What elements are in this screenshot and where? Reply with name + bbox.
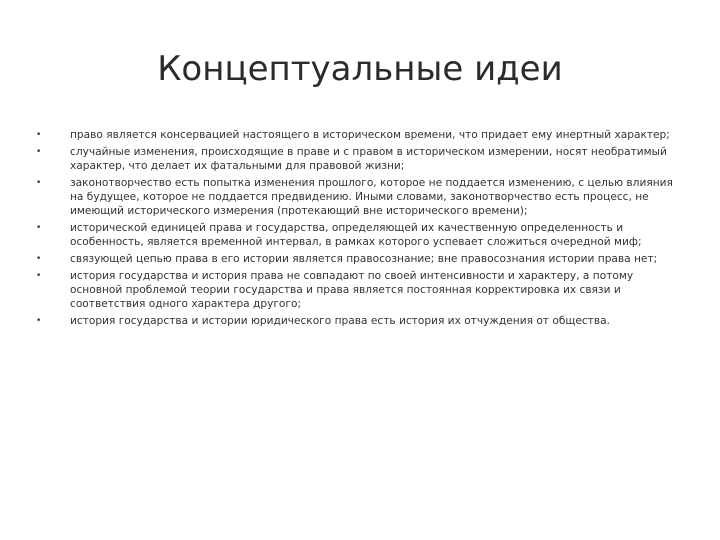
list-item bbox=[36, 252, 686, 266]
bullet-text: законотворчество есть попытка изменения прошлого, которое не поддается изменению, с целью влияния на будущее, которое не поддается предвидению. Иными словами, законотворчество есть процесс, не имеющий исторического измерения (протекающий вне исторического времени); bbox=[70, 177, 673, 217]
bullet-text: право является консервацией настоящего в историческом времени, что придает ему инертный характер; bbox=[70, 129, 670, 141]
list-item bbox=[36, 176, 686, 218]
slide-title: Концептуальные идеи bbox=[157, 49, 563, 89]
bullet-text: история государства и история права не совпадают по своей интенсивности и характеру, а потому основной проблемой теории государства и права является постоянная корректировка их связи и соответствия одного характера другого; bbox=[70, 270, 634, 310]
list-item bbox=[36, 221, 686, 249]
bullet-icon: • bbox=[36, 271, 42, 281]
bullet-icon: • bbox=[36, 178, 42, 188]
bullet-text: связующей цепью права в его истории является правосознание; вне правосознания истории права нет; bbox=[70, 253, 658, 265]
bullet-text: случайные изменения, происходящие в праве и с правом в историческом измерении, носят необратимый характер, что делает их фатальными для правовой жизни; bbox=[70, 146, 667, 172]
list-item bbox=[36, 314, 686, 328]
bullet-icon: • bbox=[36, 130, 42, 140]
bullet-text: история государства и истории юридического права есть история их отчуждения от общества. bbox=[70, 315, 610, 327]
bullet-icon: • bbox=[36, 316, 42, 326]
bullet-icon: • bbox=[36, 223, 42, 233]
bullet-text: исторической единицей права и государства, определяющей их качественную определенность и особенность, является временной интервал, в рамках которого успевает сложиться очередной миф; bbox=[70, 222, 642, 248]
bullet-list bbox=[36, 128, 686, 331]
list-item bbox=[36, 128, 686, 142]
list-item bbox=[36, 145, 686, 173]
bullet-icon: • bbox=[36, 147, 42, 157]
bullet-icon: • bbox=[36, 254, 42, 264]
list-item bbox=[36, 269, 686, 311]
